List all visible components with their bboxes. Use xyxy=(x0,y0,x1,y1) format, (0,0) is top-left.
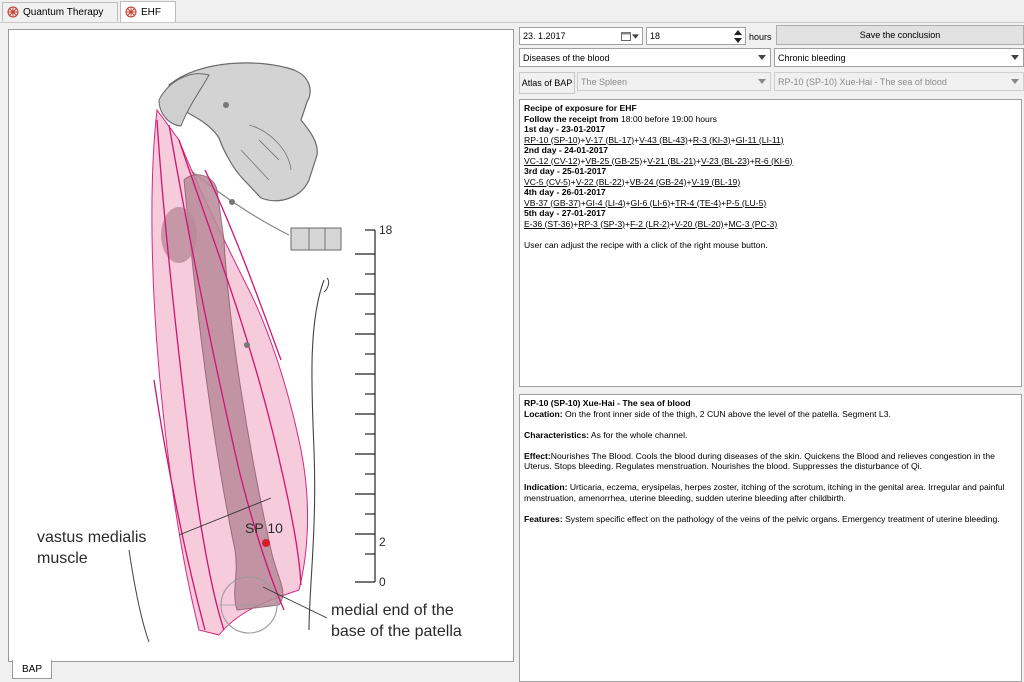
bap-figure-panel xyxy=(8,29,514,662)
date-value: 23. 1.2017 xyxy=(523,31,566,41)
thigh-anatomy-figure xyxy=(9,30,513,661)
location-label: Location: xyxy=(524,408,563,419)
recipe-day-header: 5th day - 27-01-2017 xyxy=(524,208,606,218)
recipe-day-points xyxy=(524,198,1017,209)
plus-separator: + xyxy=(624,176,630,187)
recipe-note: User can adjust the recipe with a click of the right mouse button. xyxy=(524,239,768,250)
follow-prefix: Follow the receipt from xyxy=(524,113,619,124)
organ-select[interactable] xyxy=(577,72,771,91)
acupoint-link[interactable]: GI-6 (LI-6) xyxy=(630,197,671,208)
plus-separator: + xyxy=(634,134,640,145)
recipe-day-header: 2nd day - 24-01-2017 xyxy=(524,145,609,155)
acupoint-link[interactable]: VB-25 (GB-25) xyxy=(585,155,643,166)
plus-separator: + xyxy=(580,134,586,145)
plus-separator: + xyxy=(580,155,586,166)
plus-separator: + xyxy=(642,155,648,166)
cun-scale-ruler xyxy=(355,230,375,582)
point-select[interactable] xyxy=(774,72,1024,91)
features-label: Features: xyxy=(524,513,563,524)
calendar-dropdown-icon[interactable] xyxy=(621,31,639,41)
date-picker[interactable] xyxy=(519,27,643,45)
acupoint-link[interactable]: MC-3 (PC-3) xyxy=(728,218,778,229)
location-text: On the front inner side of the thigh, 2 CUN above the level of the patella. Segment L3. xyxy=(562,408,891,419)
save-conclusion-button[interactable]: Save the conclusion xyxy=(776,25,1024,45)
effect-text: Nourishes The Blood. Cools the blood during diseases of the skin. Quickens the Blood and relieves congestion in the Uterus. Stops bleeding. Regulates menstruation. Nourishes the blood. Suppresses the disturbance of Qi. xyxy=(524,450,995,471)
acupoint-link[interactable]: RP-3 (SP-3) xyxy=(578,218,626,229)
plus-separator: + xyxy=(570,176,576,187)
hours-label: hours xyxy=(749,32,772,42)
plus-separator: + xyxy=(686,176,692,187)
acupoint-link[interactable]: V-19 (BL-19) xyxy=(691,176,741,187)
plus-separator: + xyxy=(687,134,693,145)
acupoint-link[interactable]: RP-10 (SP-10) xyxy=(524,134,581,145)
indication-text: Urticaria, eczema, erysipelas, herpes zoster, itching of the scrotum, itching in the genital area. Irregular and painful menstruation, amenorrhea, uterine bleeding, sudden uterine bleeding after childbirth. xyxy=(524,482,1005,503)
plus-separator: + xyxy=(730,134,736,145)
hours-stepper[interactable] xyxy=(646,27,746,45)
stepper-arrows-icon[interactable] xyxy=(733,29,743,44)
recipe-day-points xyxy=(524,135,1017,146)
acupoint-link[interactable]: R-3 (KI-3) xyxy=(692,134,731,145)
tab-ehf[interactable] xyxy=(120,1,176,22)
characteristics-label: Characteristics: xyxy=(524,429,589,440)
tab-label: Quantum Therapy xyxy=(23,6,104,18)
plus-separator: + xyxy=(573,218,579,229)
recipe-day-header: 1st day - 23-01-2017 xyxy=(524,124,606,134)
acupoint-link[interactable]: V-22 (BL-22) xyxy=(575,176,625,187)
muscle-label-line2: muscle xyxy=(37,550,88,567)
point-info-textbox[interactable] xyxy=(519,394,1022,682)
bottom-tab-bar xyxy=(8,660,512,680)
acupoint-link[interactable]: V-17 (BL-17) xyxy=(585,134,635,145)
acupoint-link[interactable]: VC-12 (CV-12) xyxy=(524,155,581,166)
indication-label: Indication: xyxy=(524,482,568,492)
hours-value: 18 xyxy=(650,31,661,41)
acupoint-link[interactable]: VB-24 (GB-24) xyxy=(629,176,687,187)
chevron-down-icon xyxy=(1009,49,1021,66)
scale-top-label: 18 xyxy=(379,223,393,237)
acupoint-link[interactable]: V-21 (BL-21) xyxy=(647,155,696,166)
follow-time: 18:00 before 19:00 hours xyxy=(620,113,717,124)
tab-label: EHF xyxy=(141,6,161,18)
point-value: RP-10 (SP-10) Xue-Hai - The sea of blood xyxy=(778,76,947,87)
plus-separator: + xyxy=(625,218,631,229)
acupoint-link[interactable]: P-5 (LU-5) xyxy=(726,197,767,208)
muscle-label-line1: vastus medialis xyxy=(37,529,147,546)
sp10-point-marker[interactable] xyxy=(262,539,270,547)
acupoint-link[interactable]: V-43 (BL-43) xyxy=(639,134,688,145)
disease-select[interactable] xyxy=(774,48,1024,67)
sp10-point-label: SP 10 xyxy=(245,520,283,536)
patella-label-line2: base of the patella xyxy=(331,623,462,640)
plus-separator: + xyxy=(580,197,586,208)
plus-separator: + xyxy=(669,218,675,229)
acupoint-link[interactable]: R-6 (KI-6) xyxy=(754,155,793,166)
recipe-days-list xyxy=(524,124,1017,229)
chevron-down-icon xyxy=(756,49,768,66)
plus-separator: + xyxy=(670,197,676,208)
ehf-logo-icon xyxy=(125,6,137,18)
disease-group-value: Diseases of the blood xyxy=(523,52,610,63)
scale-bottom-label: 0 xyxy=(379,575,386,589)
chevron-down-icon xyxy=(1009,73,1021,90)
recipe-day-points xyxy=(524,177,1017,188)
recipe-day-points xyxy=(524,156,1017,167)
plus-separator: + xyxy=(721,197,727,208)
acupoint-link[interactable]: VC-5 (CV-5) xyxy=(524,176,571,187)
acupoint-link[interactable]: GI-11 (LI-11) xyxy=(735,134,784,145)
tab-label: BAP xyxy=(21,663,42,675)
acupoint-link[interactable]: V-20 (BL-20) xyxy=(674,218,724,229)
organ-value: The Spleen xyxy=(581,76,628,87)
point-info-title: RP-10 (SP-10) Xue-Hai - The sea of blood xyxy=(524,398,691,408)
features-text: System specific effect on the pathology of the veins of the pelvic organs. Emergency treatment of uterine bleeding. xyxy=(562,513,1000,524)
effect-label: Effect: xyxy=(524,450,551,461)
acupoint-link[interactable]: E-36 (ST-36) xyxy=(524,218,574,229)
acupoint-link[interactable]: F-2 (LR-2) xyxy=(630,218,670,229)
tab-bar xyxy=(0,0,1024,23)
acupoint-link[interactable]: TR-4 (TE-4) xyxy=(675,197,722,208)
tab-bap[interactable] xyxy=(12,660,52,679)
recipe-title: Recipe of exposure for EHF xyxy=(524,103,637,113)
scale-mid-label: 2 xyxy=(379,535,386,549)
tab-quantum-therapy[interactable] xyxy=(2,2,118,21)
recipe-day-header: 3rd day - 25-01-2017 xyxy=(524,166,607,176)
disease-value: Chronic bleeding xyxy=(778,52,846,63)
plus-separator: + xyxy=(723,218,729,229)
plus-separator: + xyxy=(749,155,755,166)
chevron-down-icon xyxy=(756,73,768,90)
disease-group-select[interactable] xyxy=(519,48,771,67)
quantum-logo-icon xyxy=(7,6,19,18)
plus-separator: + xyxy=(696,155,702,166)
patella-label-line1: medial end of the xyxy=(331,602,454,619)
plus-separator: + xyxy=(625,197,631,208)
acupoint-link[interactable]: V-23 (BL-23) xyxy=(701,155,750,166)
acupoint-link[interactable]: VB-37 (GB-37) xyxy=(524,197,581,208)
atlas-of-bap-button[interactable]: Atlas of BAP xyxy=(519,72,575,94)
recipe-day-points xyxy=(524,219,1017,230)
recipe-textbox[interactable] xyxy=(519,99,1022,387)
characteristics-text: As for the whole channel. xyxy=(588,429,688,440)
acupoint-link[interactable]: GI-4 (LI-4) xyxy=(585,197,626,208)
recipe-day-header: 4th day - 26-01-2017 xyxy=(524,187,606,197)
